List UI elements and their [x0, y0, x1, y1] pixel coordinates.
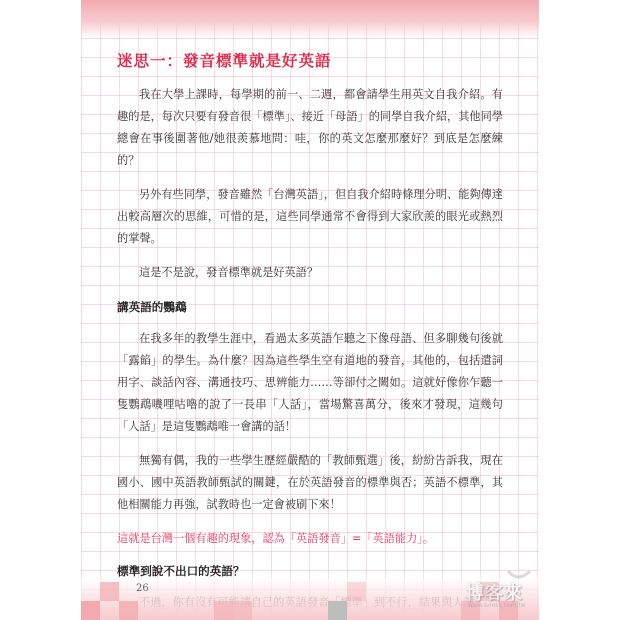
subheading-standard: 標準到說不出口的英語？	[117, 564, 245, 578]
page-content	[117, 50, 503, 620]
watermark-url: www.books.com.tw	[468, 602, 526, 609]
paragraph-1: 我在大學上課時，每學期的前一、二週，都會請學生用英文自我介紹。有趣的是，每次只要有發音很「標準」、接近「母語」的同學自我介紹，其他同學總會在事後圍著他/她很羨慕地問：哇，你的英文怎麼那麼好？到底是怎麼練的？	[117, 88, 503, 167]
decorative-square	[233, 601, 252, 620]
section-heading: 迷思一：發音標準就是好英語	[117, 52, 332, 70]
highlight-statement: 這就是台灣一個有趣的現象，認為「英語發音」=「英語能力」。	[117, 532, 435, 545]
decorative-square	[347, 582, 366, 601]
decorative-square	[100, 582, 119, 601]
decorative-square	[81, 601, 100, 620]
page-number: 26	[136, 583, 149, 594]
paragraph-3: 這是不是說，發音標準就是好英語？	[139, 266, 319, 279]
paragraph-5: 無獨有偶，我的一些學生歷經嚴酷的「教師甄選」後，紛紛告訴我，現在國小、國中英語教師甄試的關鍵，在於英語發音的標準與否；英語不標準，其他相關能力再強，試教時也一定會被刷下來！	[117, 454, 503, 511]
decorative-square	[119, 601, 138, 620]
decorative-square	[214, 601, 233, 620]
paragraph-2: 另外有些同學，發音雖然「台灣英語」，但自我介紹時條理分明、能夠傳達出較高層次的思維，可惜的是，這些同學通常不會得到大家欣羨的眼光或熱烈的掌聲。	[117, 188, 503, 245]
book-page	[81, 0, 539, 620]
decorative-square-grey	[328, 601, 347, 620]
top-decorative-band	[81, 0, 539, 38]
paragraph-4: 在我多年的教學生涯中，看過太多英語乍聽之下像母語、但多聊幾句後就「露餡」的學生。為什麼？因為這些學生空有道地的發音，其他的，包括遣詞用字、談話內容、溝通技巧、思辨能力……等卻付之闕如。這就好像你乍聽一隻鸚鵡嘰哩咕嚕的說了一長串「人話」，當場驚喜萬分，後來才發現，這幾句「人話」是這隻鸚鵡唯一會講的話！	[117, 332, 503, 433]
bookstore-watermark	[460, 561, 536, 611]
subheading-parrot: 講英語的鸚鵡	[117, 300, 187, 314]
watermark-text: 博客來	[466, 583, 523, 604]
